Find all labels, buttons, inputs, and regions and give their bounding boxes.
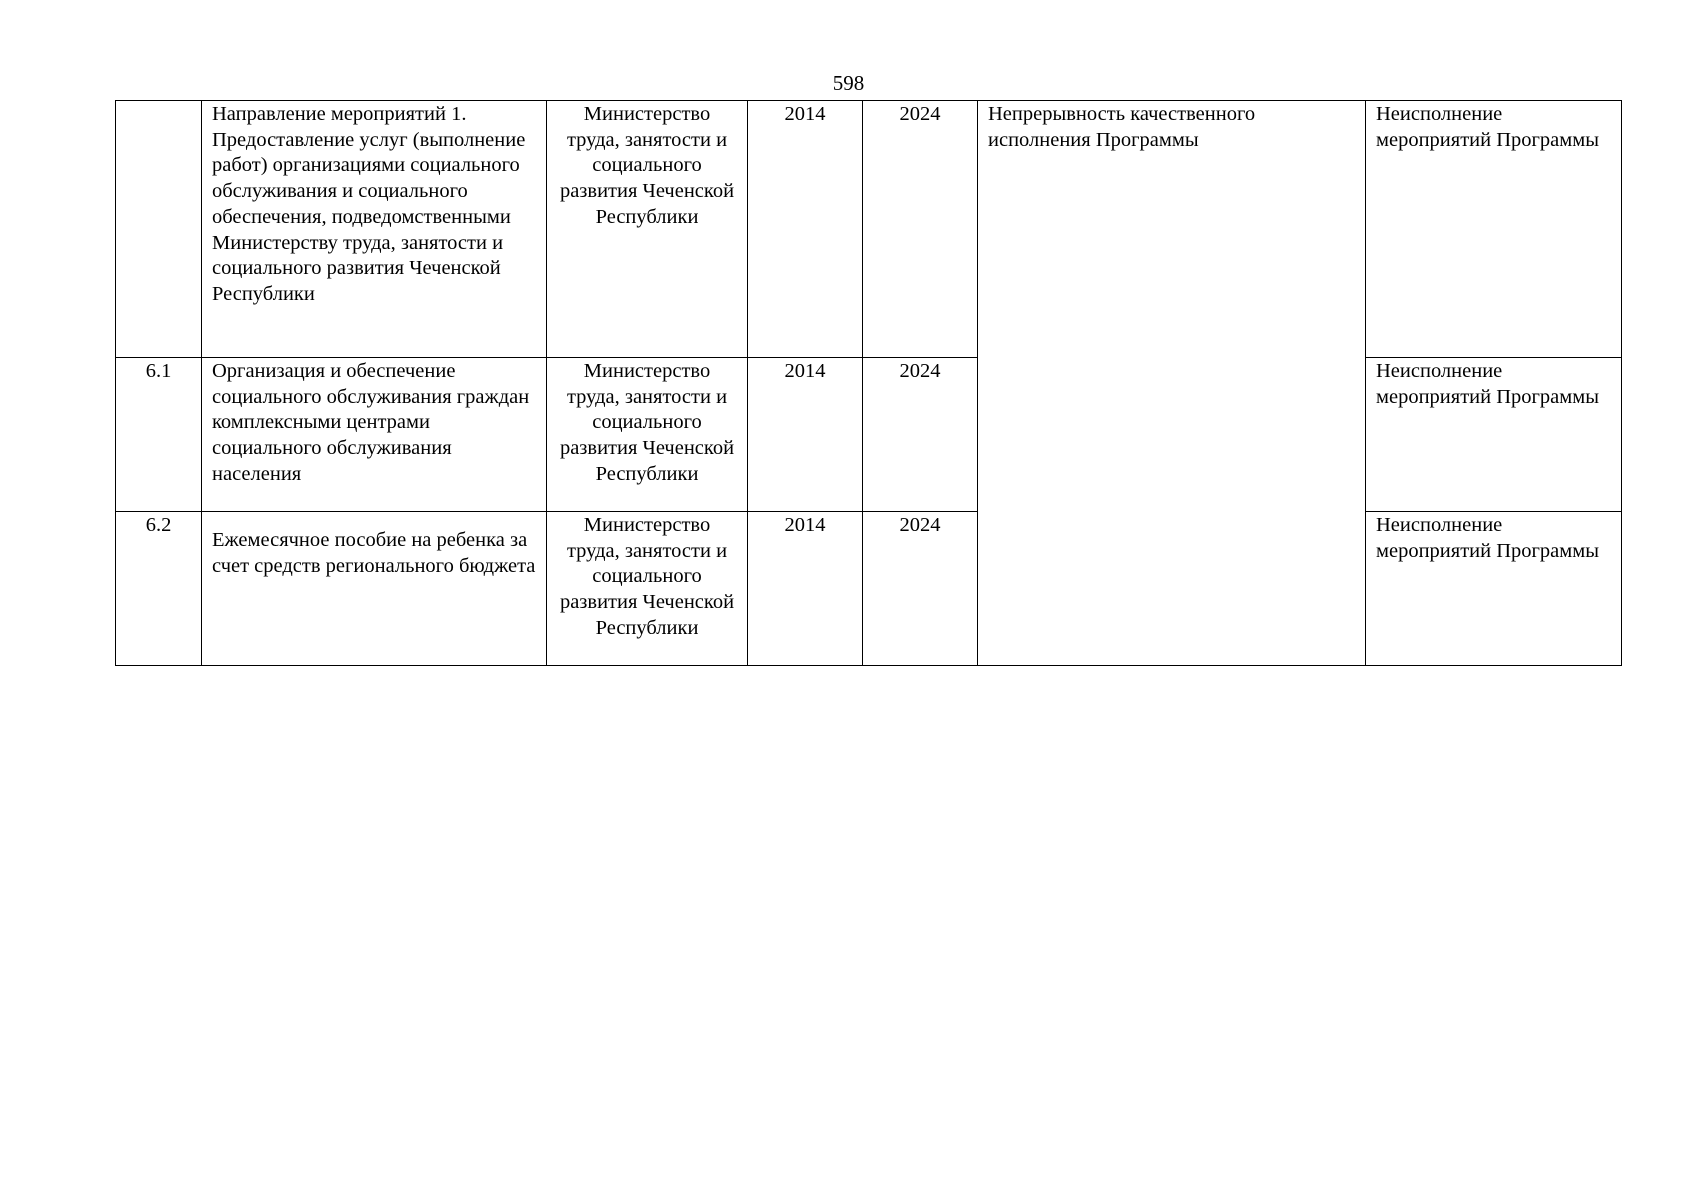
row-number-cell: 6.2: [116, 512, 202, 666]
start-year-cell: 2014: [748, 512, 863, 666]
start-year-cell: 2014: [748, 358, 863, 512]
program-measures-table: [115, 100, 1622, 666]
row-number-cell: 6.1: [116, 358, 202, 512]
page-number: 598: [832, 71, 865, 95]
end-year-cell: 2024: [863, 358, 978, 512]
table-row: [116, 101, 1622, 358]
executor-cell: Министерство труда, занятости и социального развития Чеченской Республики: [547, 358, 748, 512]
measure-name-cell: Организация и обеспечение социального обслуживания граждан комплексными центрами социального обслуживания населения: [202, 358, 547, 512]
table-row: [116, 512, 1622, 666]
table-row: [116, 358, 1622, 512]
expected-result-cell: Непрерывность качественного исполнения Программы: [978, 101, 1366, 666]
risk-cell: Неисполнение мероприятий Программы: [1366, 358, 1622, 512]
end-year-cell: 2024: [863, 101, 978, 358]
executor-cell: Министерство труда, занятости и социального развития Чеченской Республики: [547, 101, 748, 358]
risk-cell: Неисполнение мероприятий Программы: [1366, 101, 1622, 358]
end-year-cell: 2024: [863, 512, 978, 666]
row-number-cell: [116, 101, 202, 358]
measure-name-cell: Направление мероприятий 1. Предоставление услуг (выполнение работ) организациями социального обслуживания и социального обеспечения, подведомственными Министерству труда, занятости и социального развития Чеченской Республики: [202, 101, 547, 358]
measure-name-cell: [202, 512, 547, 666]
measure-name-text: Ежемесячное пособие на ребенка за счет средств регионального бюджета: [212, 529, 536, 577]
executor-cell: Министерство труда, занятости и социального развития Чеченской Республики: [547, 512, 748, 666]
start-year-cell: 2014: [748, 101, 863, 358]
risk-cell: Неисполнение мероприятий Программы: [1366, 512, 1622, 666]
